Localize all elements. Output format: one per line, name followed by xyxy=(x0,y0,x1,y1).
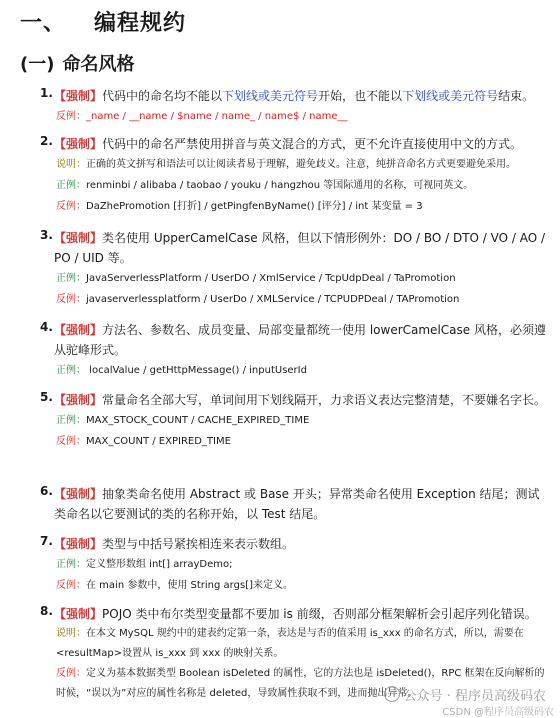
section-number: (一) xyxy=(20,54,55,75)
rule-tag: 【强制】 xyxy=(54,607,103,621)
rule-tag: 【强制】 xyxy=(54,231,103,245)
explanation-label: 说明： xyxy=(56,628,86,639)
positive-example-label: 正例： xyxy=(56,559,86,570)
highlight-text: 下划线或美元符号 xyxy=(222,89,319,103)
wechat-icon xyxy=(384,686,400,702)
rule-item-1 xyxy=(40,86,550,127)
rule-tag: 【强制】 xyxy=(54,323,103,337)
chapter-title: 编程规约 xyxy=(94,11,187,36)
counter-example-label: 反例： xyxy=(56,668,86,679)
explanation-label: 说明： xyxy=(56,159,86,170)
rule-number: 5. xyxy=(40,390,53,404)
positive-example: 正例：JavaServerlessPlatform / UserDO / XmlService / TcpUdpDeal / TaPromotion xyxy=(56,273,456,284)
watermark-text: 公众号 · 程序员高级码农 xyxy=(403,689,546,704)
positive-example-label: 正例： xyxy=(56,180,86,191)
rule-text: 【强制】POJO 类中布尔类型变量都不要加 is 前缀，否则部分框架解析会引起序列化错误。 xyxy=(54,607,537,621)
rule-number: 6. xyxy=(40,484,53,498)
rule-tag: 【强制】 xyxy=(54,487,103,501)
csdn-watermark: CSDN @程序员高级码农 xyxy=(442,707,554,718)
rule-text: 【强制】代码中的命名严禁使用拼音与英文混合的方式，更不允许直接使用中文的方式。 xyxy=(54,137,523,151)
positive-example: 正例：renminbi / alibaba / taobao / youku / hangzhou 等国际通用的名称，可视同英文。 xyxy=(56,180,474,191)
counter-example-label: 反例： xyxy=(56,111,86,122)
chapter-heading xyxy=(20,6,186,37)
positive-example-label: 正例： xyxy=(56,273,86,284)
positive-example: 正例： localValue / getHttpMessage() / inputUserId xyxy=(56,365,307,376)
rule-number: 8. xyxy=(40,604,53,618)
counter-example: 反例：javaserverlessplatform / UserDo / XMLService / TCPUDPDeal / TAPromotion xyxy=(56,294,460,305)
counter-example: 反例：DaZhePromotion [打折] / getPingfenByName() [评分] / int 某变量 = 3 xyxy=(56,201,423,212)
rule-tag: 【强制】 xyxy=(54,89,103,103)
counter-example: 反例：MAX_COUNT / EXPIRED_TIME xyxy=(56,436,231,447)
rule-tag: 【强制】 xyxy=(54,393,103,407)
rule-text: 【强制】抽象类命名使用 Abstract 或 Base 开头；异常类命名使用 Exception 结尾；测试类命名以它要测试的类的名称开始，以 Test 结尾。 xyxy=(54,487,540,521)
rule-item-7 xyxy=(40,534,550,596)
rule-item-5 xyxy=(40,390,550,452)
positive-example: 正例：定义整形数组 int[] arrayDemo; xyxy=(56,559,233,570)
counter-example: 反例：_name / __name / $name / name_ / name$ / name__ xyxy=(56,111,348,122)
counter-example: 反例：在 main 参数中，使用 String args[]来定义。 xyxy=(56,580,293,591)
explanation: 说明：正确的英文拼写和语法可以让阅读者易于理解，避免歧义。注意，纯拼音命名方式更要避免采用。 xyxy=(56,159,516,170)
highlight-text: 下划线或美元符号 xyxy=(402,89,499,103)
rule-tag: 【强制】 xyxy=(54,137,103,151)
positive-example-label: 正例： xyxy=(56,415,86,426)
rule-item-4 xyxy=(40,320,550,381)
rule-item-2 xyxy=(40,134,550,217)
positive-example: 正例：MAX_STOCK_COUNT / CACHE_EXPIRED_TIME xyxy=(56,415,310,426)
explanation: 说明：在本文 MySQL 规约中的建表约定第一条，表达是与否的值采用 is_xxx 的命名方式，所以，需要在<resultMap>设置从 is_xxx 到 xxx 的映射关系。 xyxy=(56,628,524,659)
rule-number: 1. xyxy=(40,86,53,100)
rule-text: 【强制】常量命名全部大写，单词间用下划线隔开，力求语义表达完整清楚，不要嫌名字长。 xyxy=(54,393,547,407)
rule-text: 【强制】方法名、参数名、成员变量、局部变量都统一使用 lowerCamelCase 风格，必须遵从驼峰形式。 xyxy=(54,323,546,357)
rule-tag: 【强制】 xyxy=(54,537,103,551)
rule-text: 【强制】类型与中括号紧挨相连来表示数组。 xyxy=(54,537,295,551)
rule-item-3 xyxy=(40,228,550,310)
section-title: 命名风格 xyxy=(62,54,135,75)
rule-item-6 xyxy=(40,484,550,524)
chapter-number: 一、 xyxy=(20,11,67,36)
counter-example: 反例：定义为基本数据类型 Boolean isDeleted 的属性，它的方法也是 isDeleted()，RPC 框架在反向解析的时候，“误以为”对应的属性名称是 deleted，导致属性获取不到，进而抛出异常。 xyxy=(56,668,545,699)
watermark xyxy=(384,685,546,704)
counter-example-label: 反例： xyxy=(56,201,86,212)
counter-example-label: 反例： xyxy=(56,294,86,305)
section-heading xyxy=(20,50,134,76)
positive-example-label: 正例： xyxy=(56,365,86,376)
rule-text: 【强制】代码中的命名均不能以下划线或美元符号开始，也不能以下划线或美元符号结束。 xyxy=(54,89,535,103)
rule-text: 【强制】类名使用 UpperCamelCase 风格，但以下情形例外：DO / BO / DTO / VO / AO / PO / UID 等。 xyxy=(54,231,546,265)
rule-number: 2. xyxy=(40,134,53,148)
rule-number: 4. xyxy=(40,320,53,334)
rule-number: 3. xyxy=(40,228,53,242)
counter-example-label: 反例： xyxy=(56,436,86,447)
rule-number: 7. xyxy=(40,534,53,548)
counter-example-label: 反例： xyxy=(56,580,86,591)
